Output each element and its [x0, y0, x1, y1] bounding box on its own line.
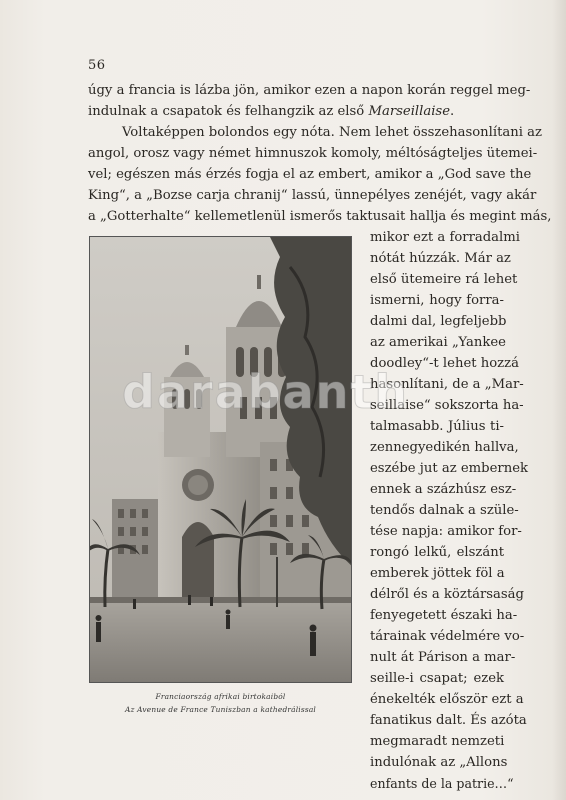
- column-line: az amerikai „Yankee: [370, 335, 506, 350]
- column-line: dalmi dal, legfeljebb: [370, 314, 507, 329]
- column-line: seille-i csapat; ezek: [370, 671, 504, 686]
- text-line: King“, a „Bozse carja chranij“ lassú, ünnepélyes zenéjét, vagy akár: [88, 188, 537, 203]
- column-line: fanatikus dalt. És azóta: [370, 713, 527, 728]
- figure-caption-subtitle: Az Avenue de France Tuniszban a kathedrálissal: [125, 705, 316, 714]
- column-line: megmaradt nemzeti: [370, 734, 505, 749]
- text-line: indulnak a csapatok és felhangzik az első Marseillaise.: [88, 104, 455, 119]
- column-line: délről és a köztársaság: [370, 587, 524, 602]
- text-line: vel; egészen más érzés fogja el az embert, amikor a „God save the: [88, 167, 532, 182]
- text-line: a „Gotterhalte“ kellemetlenül ismerős taktusait hallja és megint más,: [88, 209, 552, 224]
- column-line: eszébe jut az embernek: [370, 461, 528, 476]
- text-line: Voltaképpen bolondos egy nóta. Nem lehet összehasonlítani az: [122, 125, 542, 140]
- column-line: doodley“-t lehet hozzá: [370, 356, 519, 371]
- column-line: mikor ezt a forradalmi: [370, 230, 520, 245]
- column-line: nult át Párison a mar-: [370, 650, 516, 665]
- column-line: ennek a százhúsz esz-: [370, 482, 517, 497]
- column-line: talmasabb. Július ti-: [370, 419, 504, 434]
- column-line: rongó lelkű, elszánt: [370, 545, 504, 560]
- column-line: nótát húzzák. Már az: [370, 251, 511, 266]
- figure-caption-title: Franciaország afrikai birtokaiból: [155, 692, 286, 701]
- page-edge-shadow: [552, 0, 566, 800]
- column-line: indulónak az „Allons: [370, 755, 508, 770]
- page-number: 56: [88, 58, 106, 73]
- column-line: első ütemeire rá lehet: [370, 272, 518, 287]
- cathedral-photograph: [89, 236, 352, 683]
- column-line: énekelték először ezt a: [370, 692, 524, 707]
- italic-title: Marseillaise: [368, 104, 450, 119]
- column-line: hasonlítani, de a „Mar-: [370, 377, 524, 392]
- column-line: emberek jöttek föl a: [370, 566, 505, 581]
- column-line: zennegyedikén hallva,: [370, 440, 519, 455]
- column-line: ismerni, hogy forra-: [370, 293, 504, 308]
- column-line: tése napja: amikor for-: [370, 524, 522, 539]
- text-line: angol, orosz vagy német himnuszok komoly, méltóságteljes ütemei-: [88, 146, 538, 161]
- column-line: fenyegetett északi ha-: [370, 608, 518, 623]
- column-line: tendős dalnak a szüle-: [370, 503, 519, 518]
- column-line: tárainak védelmére vo-: [370, 629, 525, 644]
- column-line: seillaise“ sokszorta ha-: [370, 398, 524, 413]
- text-line: úgy a francia is lázba jön, amikor ezen a napon korán reggel meg-: [88, 83, 531, 98]
- column-line: enfants de la patrie…“: [370, 776, 514, 791]
- watermark: darabanth: [122, 365, 410, 419]
